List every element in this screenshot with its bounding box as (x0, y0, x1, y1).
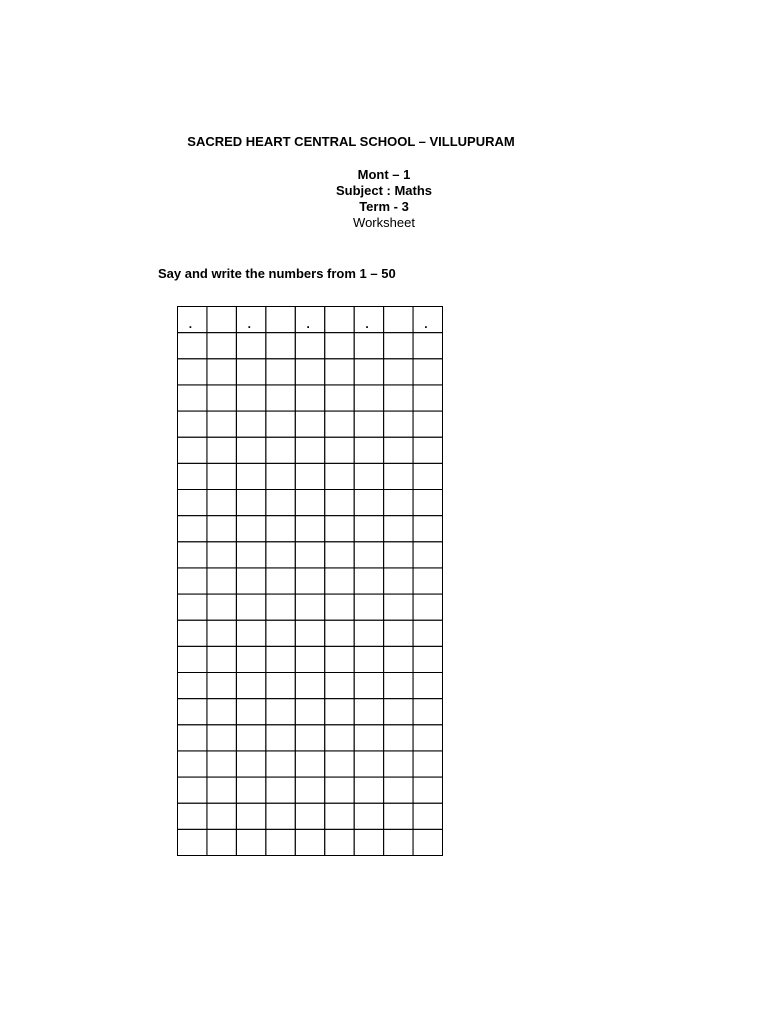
grid-cell (413, 568, 442, 594)
class-label: Mont – 1 (357, 167, 411, 182)
grid-cell (207, 542, 236, 568)
grid-cell (354, 437, 383, 463)
grid-cell (384, 803, 413, 829)
grid-cell (266, 829, 295, 855)
grid-cell (354, 333, 383, 359)
grid-cell (236, 568, 265, 594)
grid-cell (384, 463, 413, 489)
grid-cell (178, 359, 207, 385)
grid-cell (354, 359, 383, 385)
grid-cell (413, 699, 442, 725)
grid-cell (413, 673, 442, 699)
grid-cell (413, 333, 442, 359)
grid-cell (236, 646, 265, 672)
grid-cell (266, 516, 295, 542)
grid-cell (178, 777, 207, 803)
grid-cell (354, 751, 383, 777)
grid-cell (295, 699, 324, 725)
grid-cell (295, 333, 324, 359)
grid-cell (295, 463, 324, 489)
grid-cell (207, 463, 236, 489)
grid-cell (413, 751, 442, 777)
grid-cell (325, 594, 354, 620)
grid-cell (207, 751, 236, 777)
grid-cell (325, 673, 354, 699)
grid-cell (266, 620, 295, 646)
grid-cell (354, 307, 383, 333)
grid-dot-mark: . (247, 316, 251, 331)
grid-cell (413, 490, 442, 516)
grid-cell (384, 751, 413, 777)
grid-cell (295, 829, 324, 855)
grid-cell (384, 307, 413, 333)
grid-cell (236, 620, 265, 646)
grid-cell (413, 359, 442, 385)
grid-cell (236, 463, 265, 489)
grid-cell (354, 568, 383, 594)
grid-cell (266, 437, 295, 463)
grid-cell (413, 516, 442, 542)
grid-cell (236, 359, 265, 385)
grid-cell (236, 490, 265, 516)
grid-cell (295, 594, 324, 620)
grid-cell (266, 359, 295, 385)
grid-cell (325, 437, 354, 463)
grid-cell (207, 307, 236, 333)
grid-cell (178, 490, 207, 516)
grid-cell (325, 385, 354, 411)
grid-cell (325, 829, 354, 855)
grid-dot-mark: . (188, 316, 193, 331)
grid-cell (384, 333, 413, 359)
grid-cell (236, 385, 265, 411)
grid-cell (236, 307, 265, 333)
grid-cell (236, 542, 265, 568)
grid-cell (384, 594, 413, 620)
grid-cell (384, 411, 413, 437)
grid-cell (295, 673, 324, 699)
grid-cell (295, 411, 324, 437)
grid-cell (325, 725, 354, 751)
grid-cell (384, 542, 413, 568)
grid-svg (177, 306, 443, 856)
grid-cell (325, 620, 354, 646)
subject-label: Subject : Maths (335, 183, 433, 198)
grid-cell (236, 725, 265, 751)
grid-cell (295, 646, 324, 672)
grid-cell (266, 411, 295, 437)
grid-cell (207, 490, 236, 516)
grid-cell (295, 437, 324, 463)
grid-cell (413, 646, 442, 672)
grid-cell (413, 542, 442, 568)
grid-cell (178, 437, 207, 463)
grid-cell (207, 411, 236, 437)
grid-cell (266, 699, 295, 725)
grid-cell (178, 516, 207, 542)
grid-cell (236, 751, 265, 777)
grid-cell (207, 673, 236, 699)
grid-cell (384, 516, 413, 542)
grid-cell (207, 516, 236, 542)
grid-cell (354, 516, 383, 542)
grid-cell (266, 490, 295, 516)
grid-cell (207, 437, 236, 463)
grid-cell (354, 620, 383, 646)
grid-cell (295, 307, 324, 333)
grid-cell (384, 725, 413, 751)
grid-cell (266, 646, 295, 672)
grid-cell (384, 646, 413, 672)
grid-cell (384, 829, 413, 855)
grid-cell (236, 699, 265, 725)
grid-cell (354, 803, 383, 829)
grid-cell (325, 542, 354, 568)
grid-cell (295, 725, 324, 751)
grid-cell (384, 777, 413, 803)
grid-cell (178, 803, 207, 829)
grid-cell (325, 646, 354, 672)
grid-cell (325, 333, 354, 359)
grid-cell (354, 777, 383, 803)
grid-cell (207, 568, 236, 594)
worksheet-label: Worksheet (353, 215, 415, 230)
grid-cell (207, 594, 236, 620)
grid-cell (295, 516, 324, 542)
grid-cell (236, 777, 265, 803)
grid-cell (384, 620, 413, 646)
grid-cell (354, 463, 383, 489)
grid-cell (413, 411, 442, 437)
grid-cell (354, 385, 383, 411)
grid-cell (325, 307, 354, 333)
grid-cell (354, 594, 383, 620)
grid-cell (325, 359, 354, 385)
school-title: SACRED HEART CENTRAL SCHOOL – VILLUPURAM (187, 134, 515, 149)
grid-cell (354, 699, 383, 725)
grid-cell (178, 333, 207, 359)
grid-cell (178, 699, 207, 725)
grid-cell (178, 385, 207, 411)
number-writing-grid (177, 306, 443, 856)
grid-cell (207, 359, 236, 385)
grid-cell (207, 777, 236, 803)
grid-cell (354, 542, 383, 568)
grid-cell (266, 594, 295, 620)
grid-cell (266, 777, 295, 803)
grid-cell (236, 829, 265, 855)
grid-cell (178, 620, 207, 646)
grid-cell (295, 777, 324, 803)
grid-cell (384, 490, 413, 516)
grid-cell (236, 333, 265, 359)
grid-cell (207, 333, 236, 359)
grid-cell (413, 594, 442, 620)
grid-cell (295, 751, 324, 777)
grid-cell (384, 437, 413, 463)
grid-cell (295, 385, 324, 411)
grid-cell (207, 829, 236, 855)
grid-cell (266, 751, 295, 777)
grid-cell (384, 673, 413, 699)
grid-cell (384, 699, 413, 725)
grid-dot-mark: . (306, 316, 310, 331)
grid-cell (178, 751, 207, 777)
grid-cell (266, 803, 295, 829)
grid-cell (266, 673, 295, 699)
grid-cell (236, 411, 265, 437)
grid-cell (266, 725, 295, 751)
grid-cell (354, 490, 383, 516)
grid-cell (384, 359, 413, 385)
grid-cell (207, 646, 236, 672)
grid-cell (178, 411, 207, 437)
grid-cell (178, 542, 207, 568)
grid-cell (295, 490, 324, 516)
grid-cell (266, 542, 295, 568)
grid-cell (295, 568, 324, 594)
instruction-text: Say and write the numbers from 1 – 50 (158, 266, 396, 281)
grid-cell (413, 437, 442, 463)
grid-cell (325, 751, 354, 777)
grid-cell (325, 490, 354, 516)
grid-cell (236, 594, 265, 620)
grid-cell (236, 437, 265, 463)
grid-cell (178, 646, 207, 672)
grid-cell (178, 673, 207, 699)
grid-cell (236, 516, 265, 542)
grid-cell (178, 594, 207, 620)
grid-cell (178, 725, 207, 751)
grid-cell (295, 542, 324, 568)
grid-cell (266, 385, 295, 411)
grid-cell (354, 673, 383, 699)
grid-cell (325, 568, 354, 594)
grid-cell (325, 463, 354, 489)
grid-dot-mark: . (424, 316, 428, 331)
grid-cell (325, 777, 354, 803)
grid-cell (295, 359, 324, 385)
grid-cell (413, 463, 442, 489)
grid-cell (413, 307, 442, 333)
grid-cell (207, 620, 236, 646)
grid-cell (178, 307, 207, 333)
grid-cell (266, 307, 295, 333)
grid-cell (178, 463, 207, 489)
grid-cell (266, 568, 295, 594)
grid-cell (413, 777, 442, 803)
grid-cell (325, 803, 354, 829)
grid-cell (384, 385, 413, 411)
grid-cell (354, 411, 383, 437)
grid-cell (354, 829, 383, 855)
grid-cell (236, 803, 265, 829)
grid-cell (207, 725, 236, 751)
grid-cell (384, 568, 413, 594)
grid-cell (413, 620, 442, 646)
grid-cell (413, 829, 442, 855)
grid-cell (178, 568, 207, 594)
grid-cell (325, 411, 354, 437)
grid-cell (207, 699, 236, 725)
grid-cell (413, 725, 442, 751)
grid-cell (295, 620, 324, 646)
grid-cell (178, 829, 207, 855)
term-label: Term - 3 (359, 199, 409, 214)
grid-cell (236, 673, 265, 699)
grid-cell (266, 463, 295, 489)
grid-dot-mark: . (365, 316, 369, 331)
grid-cell (266, 333, 295, 359)
grid-cell (207, 803, 236, 829)
grid-cell (354, 646, 383, 672)
grid-cell (295, 803, 324, 829)
grid-cell (207, 385, 236, 411)
grid-cell (413, 385, 442, 411)
grid-cell (354, 725, 383, 751)
grid-cell (325, 516, 354, 542)
grid-cell (413, 803, 442, 829)
grid-cell (325, 699, 354, 725)
